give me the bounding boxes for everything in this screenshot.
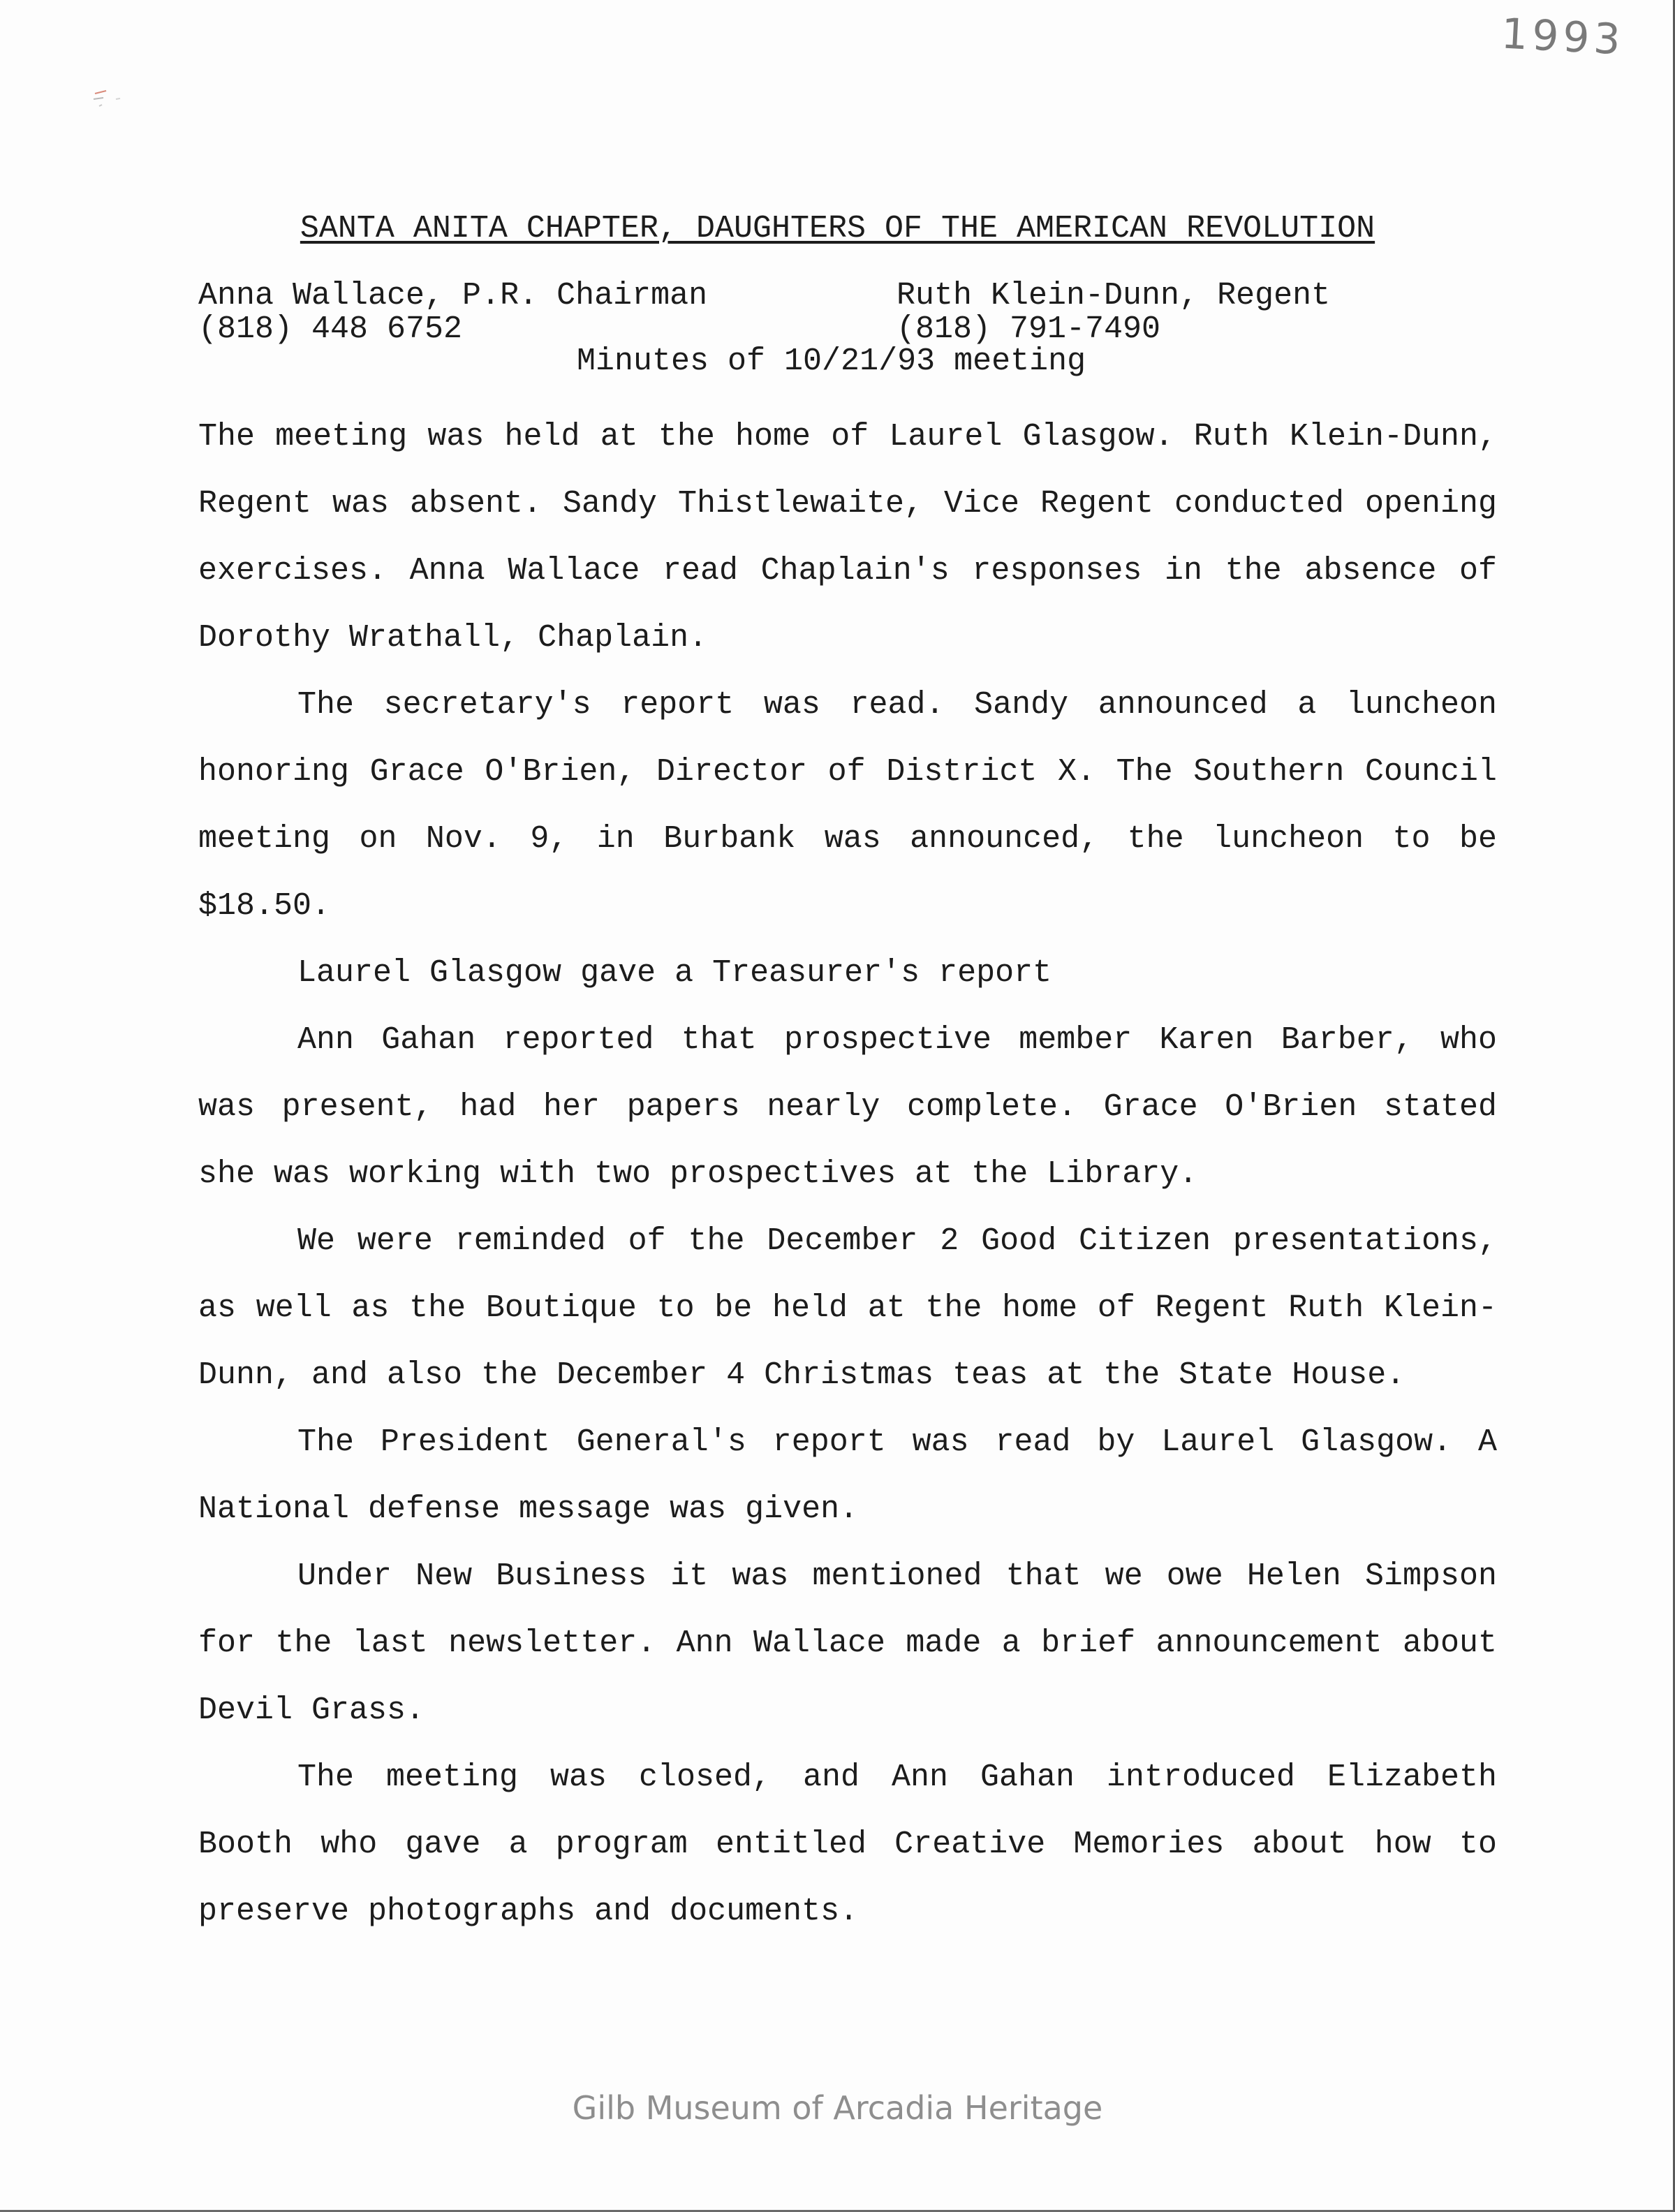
- corner-smudge-icon: [89, 78, 131, 120]
- regent-phone: (818) 791-7490: [896, 311, 1161, 347]
- handwritten-year-note: 1993: [1500, 9, 1626, 65]
- regent-name: Ruth Klein-Dunn, Regent: [896, 278, 1331, 314]
- paragraph-new-business: Under New Business it was mentioned that we owe Helen Simpson for the last newsletter. Ann Wallace made a brief announcement about Devil Grass.: [198, 1558, 1497, 1728]
- paragraph-treasurer-report: Laurel Glasgow gave a Treasurer's report: [297, 955, 1052, 991]
- chapter-title-text: SANTA ANITA CHAPTER, DAUGHTERS OF THE AMERICAN REVOLUTION: [300, 211, 1375, 246]
- paragraph-secretary-report: The secretary's report was read. Sandy announced a luncheon honoring Grace O'Brien, Director of District X. The Southern Council meeting on Nov. 9, in Burbank was announced, the luncheon to be $18.50.: [198, 687, 1497, 924]
- paragraph-program: The meeting was closed, and Ann Gahan introduced Elizabeth Booth who gave a program entitled Creative Memories about how to preserve photographs and documents.: [198, 1760, 1497, 1929]
- pr-chairman-name: Anna Wallace, P.R. Chairman: [198, 278, 708, 314]
- minutes-body: [198, 404, 1497, 1945]
- paragraph-opening: The meeting was held at the home of Laurel Glasgow. Ruth Klein-Dunn, Regent was absent. Sandy Thistlewaite, Vice Regent conducted opening exercises. Anna Wallace read Chaplain's responses in the absence of Dorothy Wrathall, Chaplain.: [198, 419, 1497, 656]
- minutes-title: Minutes of 10/21/93 meeting: [577, 344, 1086, 379]
- paragraph-membership: Ann Gahan reported that prospective member Karen Barber, who was present, had her papers nearly complete. Grace O'Brien stated she was working with two prospectives at the Library.: [198, 1022, 1497, 1192]
- pr-chairman-phone: (818) 448 6752: [198, 311, 463, 347]
- chapter-title: [0, 211, 1675, 246]
- museum-watermark: Gilb Museum of Arcadia Heritage: [572, 2089, 1103, 2127]
- paragraph-president-general: The President General's report was read by Laurel Glasgow. A National defense message was given.: [198, 1424, 1497, 1527]
- paragraph-reminders: We were reminded of the December 2 Good Citizen presentations, as well as the Boutique to be held at the home of Regent Ruth Klein-Dunn, and also the December 4 Christmas teas at the State House.: [198, 1223, 1497, 1393]
